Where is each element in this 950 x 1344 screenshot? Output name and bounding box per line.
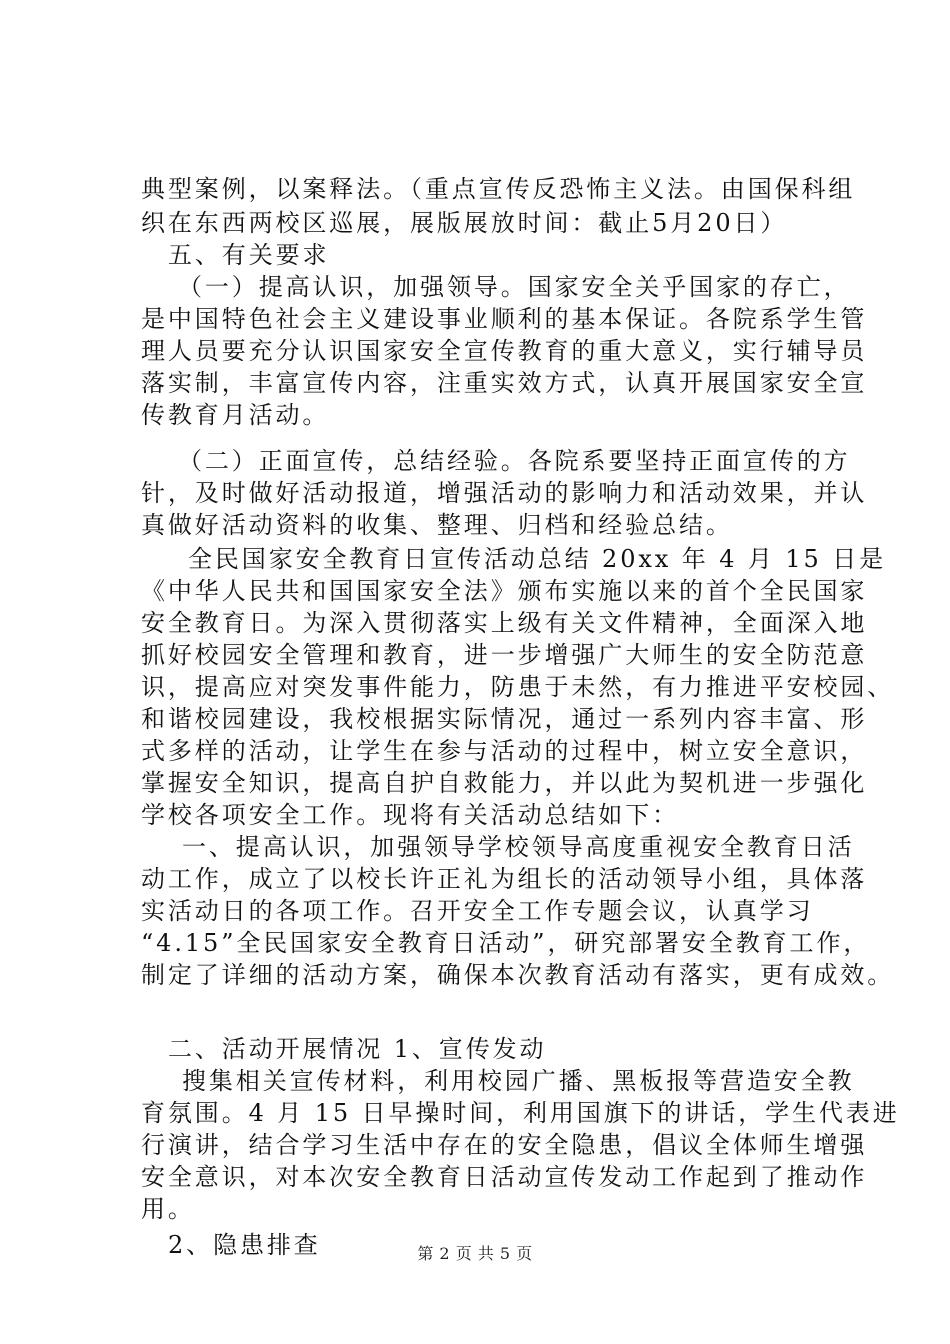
body-text-line: 安全意识，对本次安全教育日活动宣传发动工作起到了推动作 (141, 1163, 868, 1191)
body-text-line: 实活动日的各项工作。召开安全工作专题会议，认真学习 (141, 897, 814, 925)
body-text-line: 抓好校园安全管理和教育，进一步增强广大师生的安全防范意 (141, 641, 868, 669)
body-text-line: 搜集相关宣传材料，利用校园广播、黑板报等营造安全教 (182, 1067, 855, 1095)
body-text-line: 掌握安全知识，提高自护自救能力，并以此为契机进一步强化 (141, 769, 868, 797)
body-text-line: 传教育月活动。 (141, 401, 330, 429)
body-text-line: 学校各项安全工作。现将有关活动总结如下： (141, 801, 679, 829)
body-text-line: 落实制，丰富宣传内容，注重实效方式，认真开展国家安全宣 (141, 369, 868, 397)
body-text-line: 是中国特色社会主义建设事业顺利的基本保证。各院系学生管 (141, 305, 868, 333)
body-text-line: 育氛围。4 月 15 日早操时间，利用国旗下的讲话，学生代表进 (141, 1099, 900, 1127)
body-text-line: 典型案例，以案释法。（重点宣传反恐怖主义法。由国保科组 (141, 175, 856, 203)
body-text-line: 真做好活动资料的收集、整理、归档和经验总结。 (141, 511, 733, 539)
body-text-line: 和谐校园建设，我校根据实际情况，通过一系列内容丰富、形 (141, 705, 868, 733)
body-text-line: 《中华人民共和国国家安全法》颁布实施以来的首个全民国家 (141, 577, 868, 605)
page-number-footer: 第 2 页 共 5 页 (417, 1244, 533, 1263)
body-text-line: 全民国家安全教育日宣传活动总结 20xx 年 4 月 15 日是 (188, 545, 886, 573)
body-text-line: 式多样的活动，让学生在参与活动的过程中，树立安全意识， (141, 737, 868, 765)
body-text-line: 动工作，成立了以校长许正礼为组长的活动领导小组，具体落 (141, 865, 868, 893)
section-heading: 2、隐患排查 (168, 1231, 321, 1259)
body-text-line: 用。 (141, 1195, 195, 1223)
section-heading: 五、有关要求 (168, 241, 330, 269)
body-text-line: 理人员要充分认识国家安全宣传教育的重大意义，实行辅导员 (141, 337, 868, 365)
body-text-line: 针，及时做好活动报道，增强活动的影响力和活动效果，并认 (141, 479, 868, 507)
body-text-line: 识，提高应对突发事件能力，防患于未然，有力推进平安校园、 (141, 673, 895, 701)
body-text-line: 行演讲，结合学习生活中存在的安全隐患，倡议全体师生增强 (141, 1131, 868, 1159)
section-heading: 二、活动开展情况 1、宣传发动 (168, 1035, 547, 1063)
body-text-line: “4.15”全民国家安全教育日活动”，研究部署安全教育工作， (141, 929, 871, 957)
body-text-line: 安全教育日。为深入贯彻落实上级有关文件精神，全面深入地 (141, 609, 868, 637)
body-text-line: （二）正面宣传，总结经验。各院系要坚持正面宣传的方 (178, 447, 851, 475)
body-text-line: （一）提高认识，加强领导。国家安全关乎国家的存亡， (178, 273, 851, 301)
body-text-line: 制定了详细的活动方案，确保本次教育活动有落实，更有成效。 (141, 961, 895, 989)
body-text-line: 织在东西两校区巡展，展版展放时间：截止5月20日） (141, 209, 788, 237)
body-text-line: 一、提高认识，加强领导学校领导高度重视安全教育日活 (182, 833, 855, 861)
